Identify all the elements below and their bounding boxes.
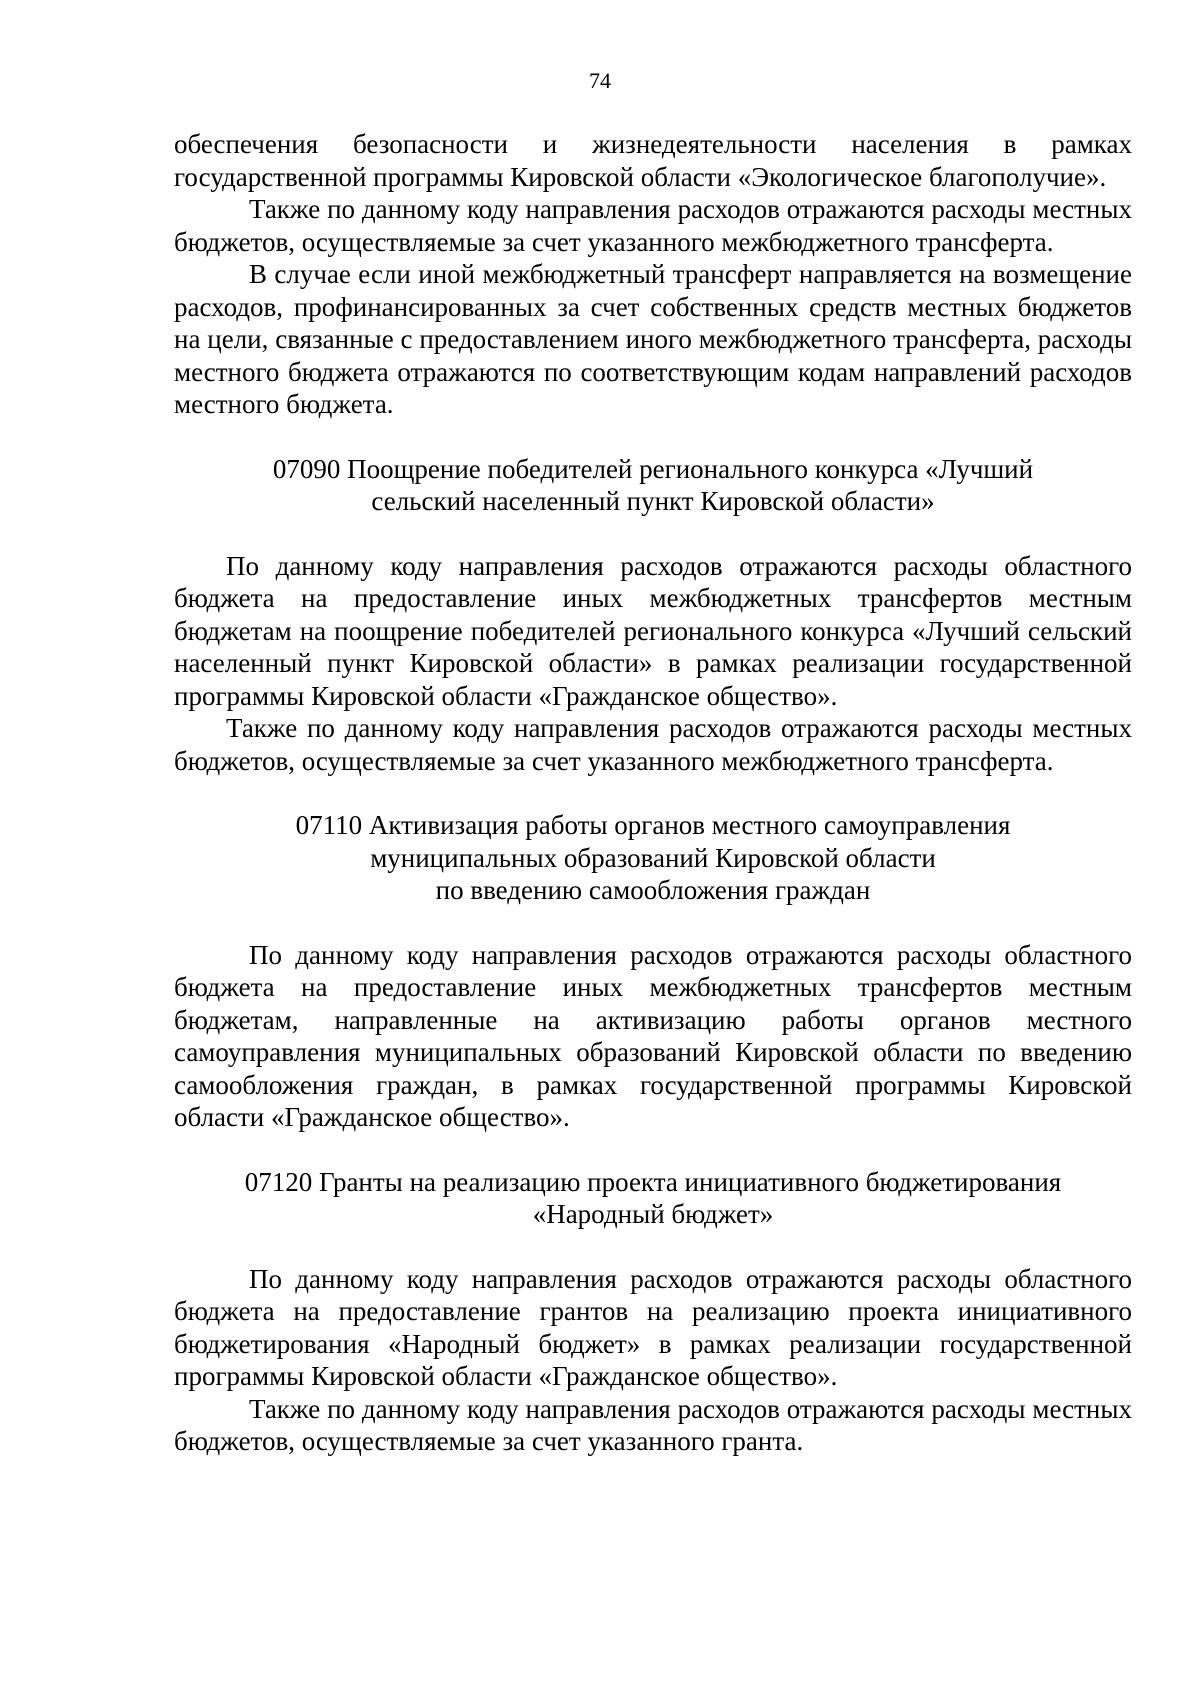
- section-heading-07090: [174, 453, 1132, 518]
- paragraph-07090-description: По данному коду направления расходов отражаются расходы областного бюджета на предоставление иных межбюджетных трансфертов местным бюджетам на поощрение победителей регионального конкурса «Лучший сельский населенный пункт Кировской области» в рамках реализации государственной программы Кировской области «Гражданское общество».: [174, 550, 1132, 711]
- section-heading-07110: [174, 809, 1132, 907]
- heading-line: муниципальных образований Кировской области: [370, 842, 936, 873]
- paragraph-07120-description: По данному коду направления расходов отражаются расходы областного бюджета на предоставление грантов на реализацию проекта инициативного бюджетирования «Народный бюджет» в рамках реализации государственной программы Кировской области «Гражданское общество».: [174, 1263, 1132, 1391]
- document-body: [174, 128, 1132, 1458]
- heading-line: сельский населенный пункт Кировской области»: [371, 486, 935, 516]
- paragraph-continuation: обеспечения безопасности и жизнедеятельности населения в рамках государственной программы Кировской области «Экологическое благополучие».: [174, 129, 1132, 192]
- heading-line: по введению самообложения граждан: [435, 875, 871, 905]
- heading-line: 07120 Гранты на реализацию проекта инициативного бюджетирования: [244, 1166, 1062, 1197]
- heading-line: 07090 Поощрение победителей регионального конкурса «Лучший: [272, 453, 1034, 484]
- paragraph-07120-local: Также по данному коду направления расходов отражаются расходы местных бюджетов, осуществляемые за счет указанного гранта.: [174, 1393, 1132, 1456]
- paragraph-also-local-budgets: Также по данному коду направления расходов отражаются расходы местных бюджетов, осуществляемые за счет указанного межбюджетного трансферта.: [174, 194, 1132, 257]
- paragraph-reimbursement-case: В случае если иной межбюджетный трансферт направляется на возмещение расходов, профинансированных за счет собственных средств местных бюджетов на цели, связанные с предоставлением иного межбюджетного трансферта, расходы местного бюджета отражаются по соответствующим кодам направлений расходов местного бюджета.: [174, 259, 1132, 419]
- heading-line: 07110 Активизация работы органов местного самоуправления: [295, 810, 1011, 840]
- paragraph-07110-description: По данному коду направления расходов отражаются расходы областного бюджета на предоставление иных межбюджетных трансфертов местным бюджетам, направленные на активизацию работы органов местного самоуправления муниципальных образований Кировской области по введению самообложения граждан, в рамках государственной программы Кировской области «Гражданское общество».: [174, 939, 1132, 1132]
- section-heading-07120: [174, 1166, 1132, 1231]
- page-number: 74: [589, 68, 611, 93]
- heading-line: «Народный бюджет»: [532, 1199, 774, 1229]
- paragraph-07090-local: Также по данному коду направления расходов отражаются расходы местных бюджетов, осуществляемые за счет указанного межбюджетного трансферта.: [174, 713, 1132, 776]
